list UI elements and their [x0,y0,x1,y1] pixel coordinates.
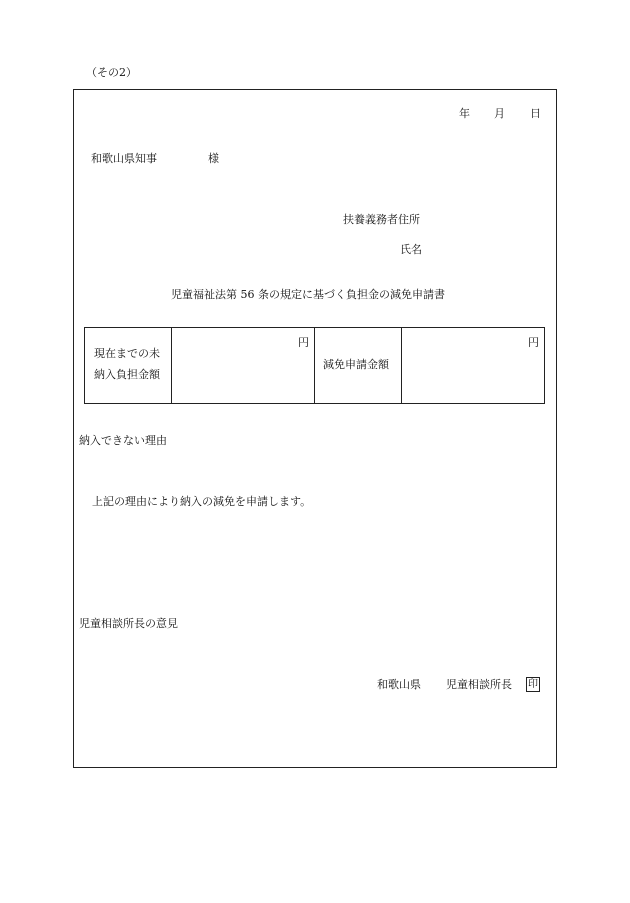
addressee-name: 和歌山県知事 [91,152,157,165]
request-statement: 上記の理由により納入の減免を申請します。 [92,495,312,508]
applicant-address-label: 扶養義務者住所 [343,213,420,226]
form-frame [73,89,557,768]
date-month: 月 [494,107,505,120]
reduction-amount-unit: 円 [528,336,539,349]
applicant-name-label: 氏名 [400,243,422,256]
unpaid-amount-unit: 円 [298,336,309,349]
unpaid-amount-label-line2: 納入負担金額 [94,368,160,381]
reduction-amount-label: 減免申請金額 [323,358,389,371]
form-number: （その2） [86,66,137,79]
addressee-honorific: 様 [208,152,219,165]
date-year: 年 [459,107,470,120]
signature-director: 児童相談所長 [446,678,512,691]
document-title: 児童福祉法第 56 条の規定に基づく負担金の減免申請書 [171,288,445,301]
opinion-label: 児童相談所長の意見 [79,617,178,630]
reason-label: 納入できない理由 [79,434,167,447]
amount-table [84,327,545,404]
date-day: 日 [530,107,541,120]
unpaid-amount-label-line1: 現在までの未 [94,347,160,360]
signature-prefecture: 和歌山県 [377,678,421,691]
seal-mark: 印 [528,679,538,690]
